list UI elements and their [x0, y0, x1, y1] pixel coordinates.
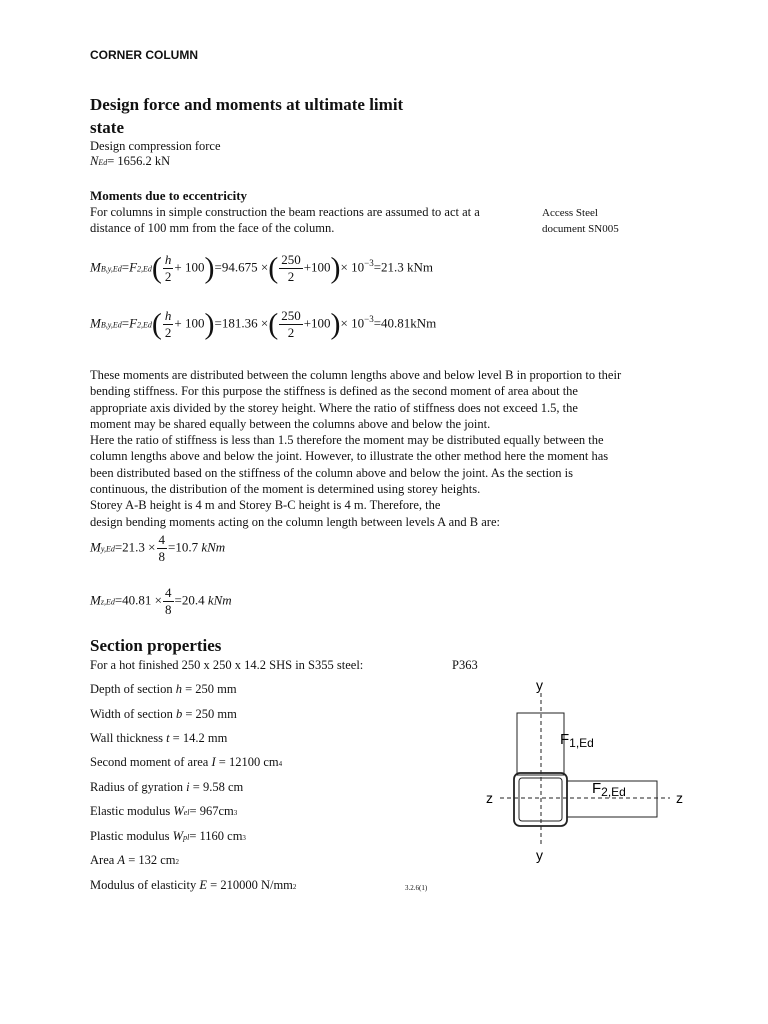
- eq2-frac-250: [279, 308, 303, 341]
- compression-label: Design compression force: [90, 139, 221, 153]
- ned-value: = 1656.2 kN: [107, 154, 171, 168]
- distribution-line: continuous, the distribution of the moment is determined using storey heights.: [90, 482, 481, 497]
- prop-radius-label: Radius of gyration: [90, 780, 187, 794]
- eq2-frac2-den: 2: [287, 325, 295, 340]
- ned-value-line: [90, 154, 170, 169]
- ned-symbol: N: [90, 154, 99, 168]
- eq1-exp: −3: [364, 258, 374, 269]
- prop-area-sup: 2: [175, 858, 180, 866]
- design-title-line2: state: [90, 118, 124, 137]
- prop-width-label: Width of section: [90, 707, 176, 721]
- eq2-paren2-open: (: [268, 307, 279, 341]
- eq2-frac-num: h: [164, 308, 172, 323]
- equation-mz: [90, 585, 232, 618]
- eq1-frac-h: [163, 252, 174, 285]
- eccentricity-text-1: For columns in simple construction the beam reactions are assumed to act at a: [90, 205, 480, 219]
- eq1-result: =21.3 kNm: [373, 259, 434, 275]
- eq3-den: 8: [158, 549, 166, 564]
- prop-elastic-label: Elastic modulus: [90, 804, 174, 818]
- prop-wall-val: = 14.2 mm: [169, 731, 228, 745]
- prop-plastic-sym: W: [172, 829, 184, 843]
- eq1-times: × 10: [340, 259, 365, 275]
- prop-radius: [90, 780, 243, 795]
- ned-sub: Ed: [98, 158, 108, 167]
- eq2-frac2-num: 250: [281, 308, 301, 323]
- eq2-eq: =: [121, 315, 130, 331]
- prop-plastic-sup: 3: [242, 834, 246, 842]
- equation-mb-1: [90, 252, 433, 285]
- f2-symbol: F: [592, 780, 602, 797]
- prop-wall: [90, 731, 227, 746]
- eq1-frac2-num: 250: [281, 252, 301, 267]
- eq1-m-sub: B,y,Ed: [100, 264, 122, 274]
- distribution-paragraph: [90, 367, 690, 530]
- f2-label: [592, 780, 626, 799]
- f2-sub: 2,Ed: [601, 785, 626, 799]
- eq3-result: =10.7: [168, 539, 199, 555]
- eq3-m: M: [90, 539, 101, 555]
- eq1-plus2: +100: [303, 259, 331, 275]
- distribution-line: Storey A-B height is 4 m and Storey B-C height is 4 m. Therefore, the: [90, 498, 441, 513]
- eq2-plus2: +100: [303, 315, 331, 331]
- eq1-f-sub: 2,Ed: [137, 264, 152, 274]
- eq2-m-sub: B,y,Ed: [100, 320, 122, 330]
- prop-depth: [90, 682, 237, 697]
- eq1-paren-open: (: [151, 251, 162, 285]
- eq4-den: 8: [165, 602, 172, 617]
- z-right-label: z: [676, 790, 683, 806]
- distribution-line: moment may be shared equally between the columns above and below the joint.: [90, 416, 491, 431]
- corner-column-diagram: [470, 675, 700, 865]
- prop-elastic-sym: W: [173, 804, 184, 818]
- prop-plastic-val: = 1160 cm: [189, 829, 243, 843]
- eq3-lhs: =21.3 ×: [114, 539, 156, 555]
- reference-line2: document SN005: [542, 223, 619, 235]
- page-header: CORNER COLUMN: [90, 48, 198, 62]
- f1-sub: 1,Ed: [569, 736, 594, 750]
- eq1-paren2-close: ): [330, 251, 341, 285]
- eq4-num: 4: [165, 585, 172, 600]
- prop-width: [90, 707, 237, 722]
- eq1-paren-close: ): [204, 251, 215, 285]
- eq1-f: F: [129, 259, 138, 275]
- prop-modulus-sym: E: [199, 878, 208, 892]
- prop-area: [90, 853, 179, 868]
- prop-area-val: = 132 cm: [125, 853, 176, 867]
- eq1-plus1: + 100: [174, 259, 205, 275]
- prop-plastic-sub: pl: [183, 833, 190, 842]
- distribution-line: design bending moments acting on the column length between levels A and B are:: [90, 514, 500, 529]
- eq3-m-sub: y,Ed: [100, 544, 115, 554]
- prop-moment-sym: I: [211, 755, 216, 769]
- eq2-frac-h: [163, 308, 174, 341]
- eccentricity-heading: Moments due to eccentricity: [90, 188, 248, 203]
- prop-area-sym: A: [117, 853, 126, 867]
- z-left-label: z: [486, 790, 493, 806]
- prop-wall-sym: t: [166, 731, 170, 745]
- eq2-eq2: =181.36 ×: [214, 315, 269, 331]
- eq2-plus1: + 100: [174, 315, 205, 331]
- y-top-label: y: [536, 677, 543, 693]
- prop-radius-sym: i: [186, 780, 190, 794]
- distribution-line: been distributed based on the stiffness of the column above and below the joint. As the section is: [90, 465, 574, 480]
- equation-mb-2: [90, 308, 436, 341]
- eq1-frac2-den: 2: [287, 269, 295, 284]
- eq2-paren-open: (: [151, 307, 162, 341]
- eq1-frac-num: h: [164, 252, 172, 267]
- prop-elastic-sup: 3: [233, 809, 238, 817]
- prop-depth-sym: h: [175, 682, 182, 696]
- small-ref: 3.2.6(1): [405, 884, 428, 892]
- prop-moment-label: Second moment of area: [90, 755, 212, 769]
- eccentricity-text-2: distance of 100 mm from the face of the column.: [90, 221, 335, 235]
- section-title: Section properties: [90, 636, 222, 655]
- eq2-paren2-close: ): [330, 307, 341, 341]
- eq4-lhs: =40.81 ×: [114, 592, 163, 608]
- eq1-paren2-open: (: [268, 251, 279, 285]
- distribution-line: appropriate axis divided by the storey height. Where the ratio of stiffness does not exceed 1.5, the: [90, 400, 578, 415]
- eq4-frac: [163, 585, 174, 618]
- prop-moment-val: = 12100 cm: [215, 755, 279, 769]
- eq2-f-sub: 2,Ed: [137, 320, 152, 330]
- eq1-frac-den: 2: [164, 269, 172, 284]
- prop-wall-label: Wall thickness: [90, 731, 167, 745]
- prop-depth-label: Depth of section: [90, 682, 176, 696]
- eq3-unit: kNm: [201, 539, 226, 555]
- section-intro: For a hot finished 250 x 250 x 14.2 SHS in S355 steel:: [90, 658, 364, 672]
- eq2-f: F: [129, 315, 138, 331]
- prop-elastic-sub: el: [183, 808, 190, 817]
- prop-elastic: [90, 804, 237, 819]
- prop-depth-val: = 250 mm: [182, 682, 237, 696]
- prop-moment: [90, 755, 282, 770]
- distribution-line: bending stiffness. For this purpose the stiffness is defined as the second moment of area about the: [90, 384, 578, 399]
- prop-modulus-label: Modulus of elasticity: [90, 878, 200, 892]
- prop-radius-val: = 9.58 cm: [189, 780, 244, 794]
- eq4-result: =20.4: [174, 592, 205, 608]
- prop-modulus-val: = 210000 N/mm: [207, 878, 293, 892]
- design-title-line1: Design force and moments at ultimate limit: [90, 95, 404, 114]
- distribution-line: column lengths above and below the joint. However, to illustrate the other method here the moment has: [90, 449, 609, 464]
- eq3-frac: [157, 532, 168, 565]
- prop-width-val: = 250 mm: [182, 707, 237, 721]
- reference-line1: Access Steel: [542, 207, 598, 219]
- equation-my: [90, 532, 225, 565]
- eq2-paren-close: ): [204, 307, 215, 341]
- prop-plastic: [90, 829, 246, 844]
- eq4-m-sub: z,Ed: [100, 597, 115, 607]
- prop-elastic-val: = 967cm: [189, 804, 234, 818]
- eq1-m: M: [90, 259, 101, 275]
- eq1-frac-250: [279, 252, 303, 285]
- prop-modulus: [90, 878, 296, 893]
- section-ref: P363: [452, 658, 478, 672]
- prop-moment-sup: 4: [278, 760, 283, 768]
- eq2-result: =40.81kNm: [373, 315, 437, 331]
- prop-width-sym: b: [175, 707, 183, 721]
- eq3-num: 4: [158, 532, 166, 547]
- eq4-unit: kNm: [207, 592, 232, 608]
- eq2-m: M: [90, 315, 101, 331]
- eq4-m: M: [90, 592, 101, 608]
- f1-label: [560, 731, 594, 750]
- f1-symbol: F: [560, 731, 570, 748]
- prop-area-label: Area: [90, 853, 118, 867]
- distribution-line: Here the ratio of stiffness is less than 1.5 therefore the moment may be distributed equally between the: [90, 433, 604, 448]
- eq2-times: × 10: [340, 315, 365, 331]
- y-bottom-label: y: [536, 847, 543, 863]
- eq1-eq2: =94.675 ×: [214, 259, 269, 275]
- prop-plastic-label: Plastic modulus: [90, 829, 173, 843]
- eq2-frac-den: 2: [164, 325, 172, 340]
- distribution-line: These moments are distributed between the column lengths above and below level B in proportion to their: [90, 368, 622, 382]
- eq2-exp: −3: [364, 314, 374, 325]
- eq1-eq: =: [121, 259, 130, 275]
- prop-modulus-sup: 2: [292, 883, 297, 891]
